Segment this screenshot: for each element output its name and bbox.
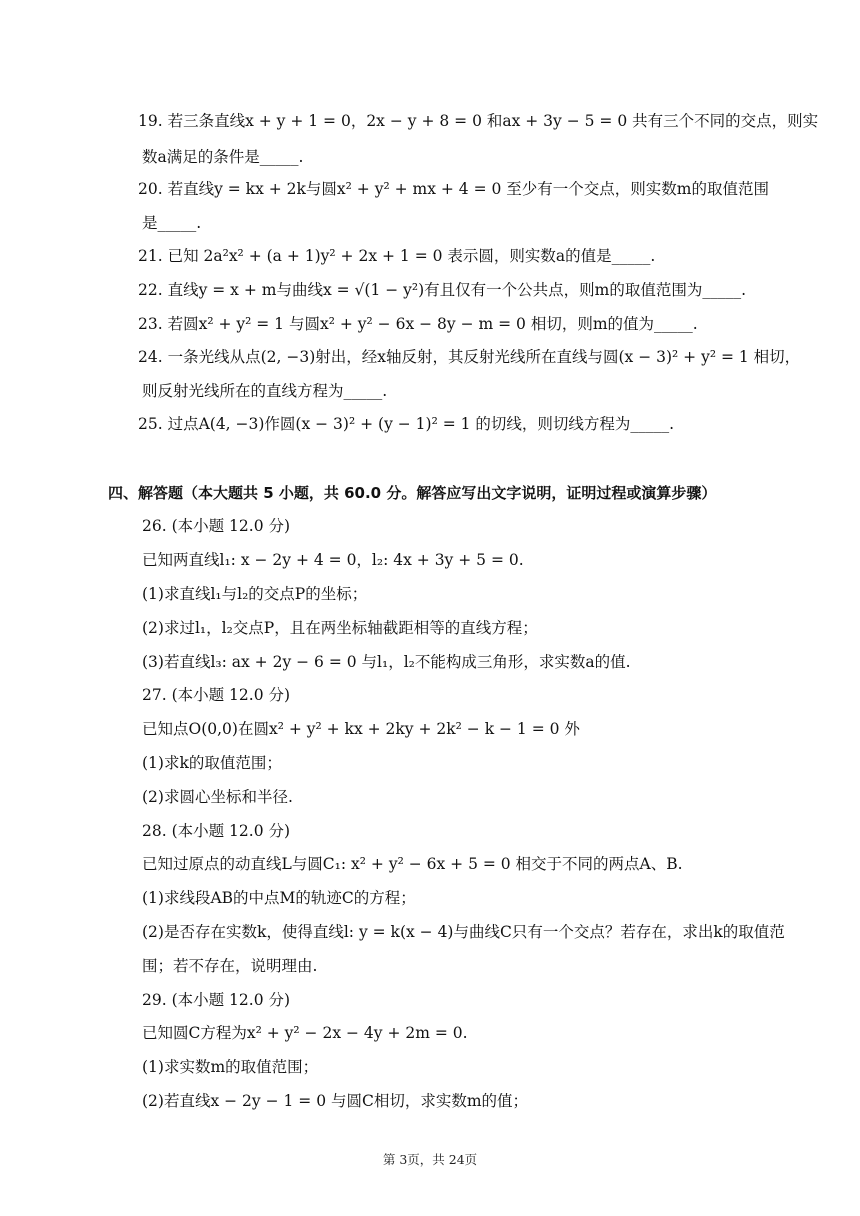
question-27-part2: (2)求圆心坐标和半径.	[142, 788, 293, 806]
question-20-cont: 是_____.	[142, 214, 202, 232]
question-29-stem: 已知圆C方程为x² + y² − 2x − 4y + 2m = 0.	[142, 1024, 468, 1042]
question-29-title: 29. (本小题 12.0 分)	[142, 991, 291, 1009]
question-29-part2: (2)若直线x − 2y − 1 = 0 与圆C相切，求实数m的值；	[142, 1092, 529, 1110]
question-26-title: 26. (本小题 12.0 分)	[142, 517, 291, 535]
question-22: 22. 直线y = x + m与曲线x = √(1 − y²)有且仅有一个公共点，则m的取值范围为_____.	[138, 281, 747, 299]
question-26-part3: (3)若直线l₃: ax + 2y − 6 = 0 与l₁，l₂不能构成三角形，求实数a的值.	[142, 653, 631, 671]
section-heading: 四、解答题（本大题共 5 小题，共 60.0 分。解答应写出文字说明，证明过程或演算步骤）	[108, 484, 717, 502]
question-29-part1: (1)求实数m的取值范围；	[142, 1058, 319, 1076]
question-26-part1: (1)求直线l₁与l₂的交点P的坐标；	[142, 585, 368, 603]
question-27-title: 27. (本小题 12.0 分)	[142, 686, 291, 704]
question-19-cont: 数a满足的条件是_____.	[142, 148, 304, 166]
question-26-part2: (2)求过l₁，l₂交点P，且在两坐标轴截距相等的直线方程；	[142, 619, 538, 637]
question-28-stem: 已知过原点的动直线L与圆C₁: x² + y² − 6x + 5 = 0 相交于不同的两点A、B.	[142, 855, 683, 873]
question-25: 25. 过点A(4, −3)作圆(x − 3)² + (y − 1)² = 1 的切线，则切线方程为_____.	[138, 415, 675, 433]
question-23: 23. 若圆x² + y² = 1 与圆x² + y² − 6x − 8y − m = 0 相切，则m的值为_____.	[138, 315, 698, 333]
question-24: 24. 一条光线从点(2, −3)射出，经x轴反射，其反射光线所在直线与圆(x − 3)² + y² = 1 相切，	[138, 348, 801, 366]
question-19: 19. 若三条直线x + y + 1 = 0，2x − y + 8 = 0 和ax + 3y − 5 = 0 共有三个不同的交点，则实	[138, 112, 819, 130]
question-24-cont: 则反射光线所在的直线方程为_____.	[142, 382, 388, 400]
page-footer: 第 3页，共 24页	[382, 1152, 478, 1167]
question-21: 21. 已知 2a²x² + (a + 1)y² + 2x + 1 = 0 表示圆，则实数a的值是_____.	[138, 247, 656, 265]
question-26-stem: 已知两直线l₁: x − 2y + 4 = 0，l₂: 4x + 3y + 5 = 0.	[142, 551, 524, 569]
question-27-stem: 已知点O(0,0)在圆x² + y² + kx + 2ky + 2k² − k − 1 = 0 外	[142, 720, 580, 738]
question-28-part1: (1)求线段AB的中点M的轨迹C的方程；	[142, 889, 416, 907]
question-28-part2: (2)是否存在实数k，使得直线l: y = k(x − 4)与曲线C只有一个交点？若存在，求出k的取值范	[142, 923, 785, 941]
question-28-part2-cont: 围；若不存在，说明理由.	[142, 957, 318, 975]
question-27-part1: (1)求k的取值范围；	[142, 754, 282, 772]
question-20: 20. 若直线y = kx + 2k与圆x² + y² + mx + 4 = 0 至少有一个交点，则实数m的取值范围	[138, 180, 769, 198]
question-28-title: 28. (本小题 12.0 分)	[142, 822, 291, 840]
